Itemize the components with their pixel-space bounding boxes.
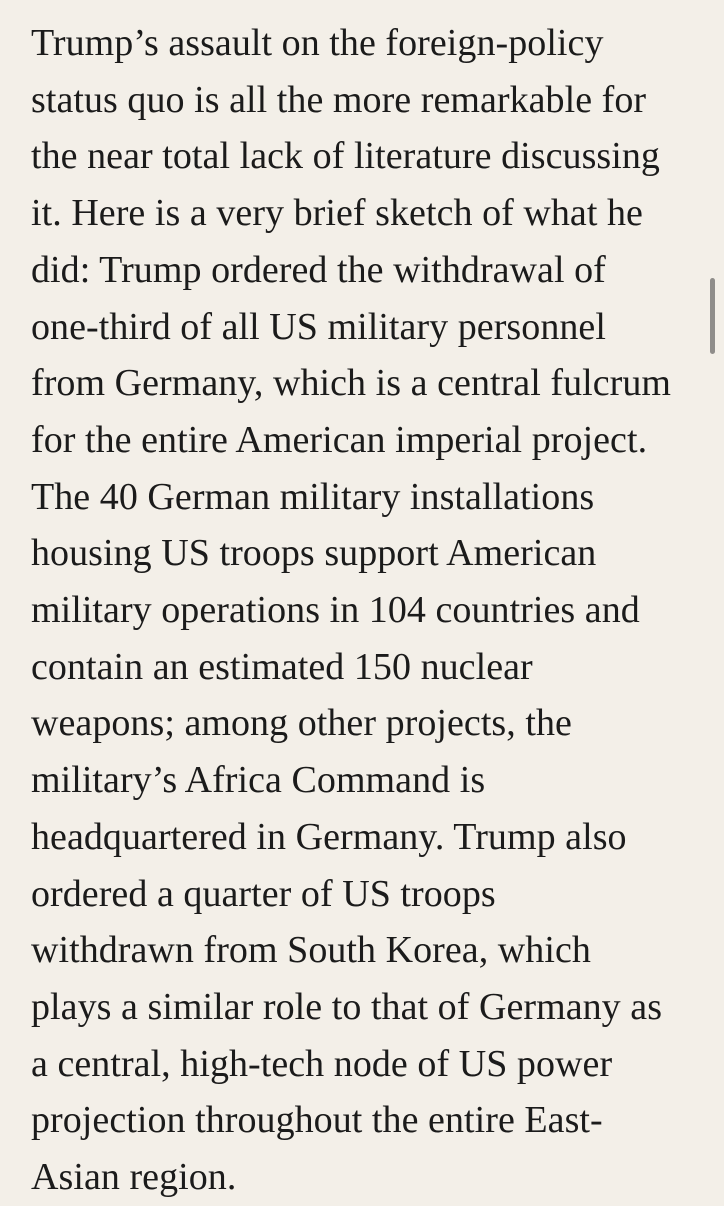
text-line: plays a similar role to that of Germany as [31,985,663,1028]
text-line: headquartered in Germany. Trump also [31,815,627,858]
text-line: military’s Africa Command is [31,759,486,802]
text-line: Trump’s assault on the foreign-policy [31,22,604,64]
text-line: from Germany, which is a central fulcrum [31,362,672,405]
text-line: ordered a quarter of US troops [31,872,496,915]
text-line: it. Here is a very brief sketch of what he [31,192,643,235]
text-line: for the entire American imperial project. [31,418,648,461]
text-line: contain an estimated 150 nuclear [31,645,533,688]
vertical-scrollbar[interactable] [710,278,715,354]
text-line: one-third of all US military personnel [31,305,606,348]
text-line: withdrawn from South Korea, which [31,929,591,972]
text-line: did: Trump ordered the withdrawal of [31,248,606,291]
text-line: housing US troops support American [31,532,597,575]
text-line: military operations in 104 countries and [31,589,640,631]
text-line: status quo is all the more remarkable for [31,78,647,121]
text-line: Asian region. [31,1156,237,1198]
text-line: a central, high-tech node of US power [31,1042,613,1085]
text-line: projection throughout the entire East- [31,1099,603,1142]
text-line: The 40 German military installations [31,475,595,518]
text-line: weapons; among other projects, the [31,702,572,745]
text-line: the near total lack of literature discussing [31,135,660,178]
